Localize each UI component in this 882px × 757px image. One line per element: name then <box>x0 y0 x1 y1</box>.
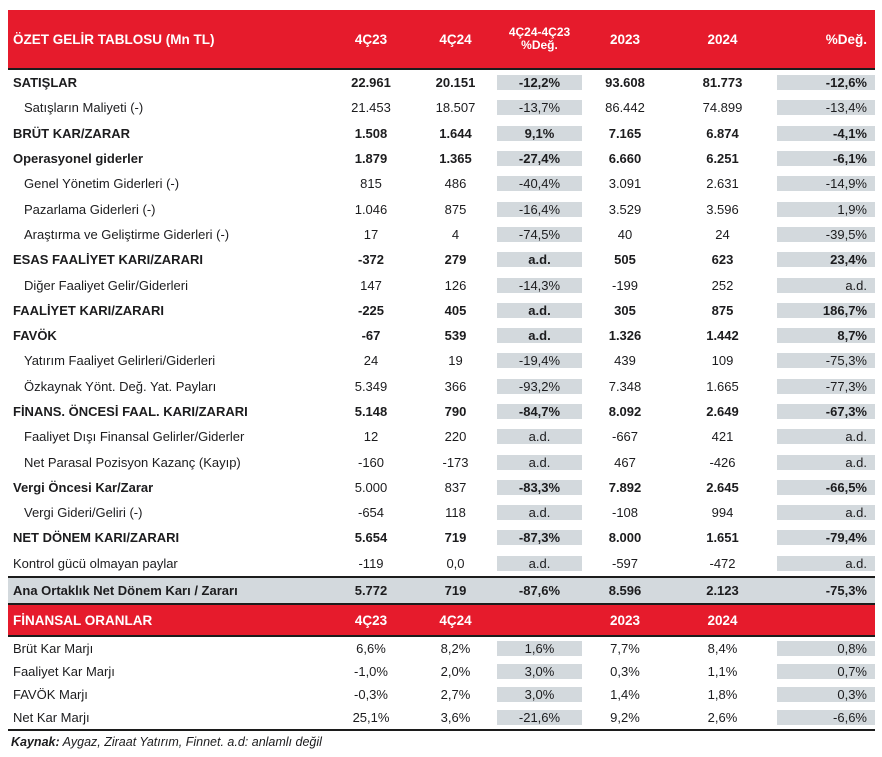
table-row <box>8 683 875 706</box>
row-label: BRÜT KAR/ZARAR <box>13 125 130 141</box>
row-label: Faaliyet Kar Marjı <box>13 664 115 680</box>
cell-value: 467 <box>614 454 636 470</box>
row-label: Özkaynak Yönt. Değ. Yat. Payları <box>24 378 217 394</box>
cell-value: 93.608 <box>605 75 645 91</box>
table-row <box>8 323 875 348</box>
row-label: Operasyonel giderler <box>13 151 144 167</box>
ratios-column-header-2023: 2023 <box>609 612 641 628</box>
cell-value: -27,4% <box>497 151 582 166</box>
table-row <box>8 374 875 399</box>
cell-value: -77,3% <box>777 379 875 394</box>
cell-value: 8,7% <box>777 328 875 343</box>
cell-value: 24 <box>715 226 730 242</box>
source-note <box>8 735 875 749</box>
cell-value: 1,9% <box>777 202 875 217</box>
cell-value: 2,7% <box>440 687 471 703</box>
cell-value: 6.660 <box>608 151 642 167</box>
cell-value: -4,1% <box>777 126 875 141</box>
ratios-table-header <box>8 603 875 637</box>
cell-value: 2.649 <box>706 404 739 419</box>
cell-value: a.d. <box>497 455 582 470</box>
cell-value: 539 <box>444 328 467 344</box>
cell-value: 1.046 <box>354 201 388 217</box>
cell-value: -472 <box>709 555 736 571</box>
table-row <box>8 637 875 660</box>
cell-value: a.d. <box>777 455 875 470</box>
cell-value: -173 <box>442 454 469 470</box>
cell-value: 19 <box>448 353 463 369</box>
row-label: FİNANS. ÖNCESİ FAAL. KARI/ZARARI <box>13 404 248 419</box>
cell-value: 405 <box>444 302 467 318</box>
table-row <box>8 525 875 550</box>
cell-value: 147 <box>360 277 382 293</box>
cell-value: 2,6% <box>707 710 738 726</box>
cell-value: 8,4% <box>707 641 738 657</box>
cell-value: -40,4% <box>497 176 582 191</box>
table-row <box>8 424 875 449</box>
cell-value: -21,6% <box>497 710 582 725</box>
table-row <box>8 247 875 272</box>
cell-value: -67,3% <box>777 404 875 419</box>
ratios-title: FİNANSAL ORANLAR <box>13 612 153 628</box>
cell-value: 8.000 <box>608 530 642 546</box>
cell-value: 1.508 <box>354 125 388 141</box>
cell-value: -87,3% <box>497 530 582 545</box>
cell-value: -199 <box>611 277 639 293</box>
cell-value: 126 <box>444 277 467 293</box>
row-label: Genel Yönetim Giderleri (-) <box>24 176 180 192</box>
row-label: Vergi Öncesi Kar/Zarar <box>13 479 154 495</box>
cell-value: 18.507 <box>435 100 476 116</box>
cell-value: 994 <box>711 505 734 521</box>
cell-value: 1.665 <box>706 378 739 394</box>
row-label: Net Kar Marjı <box>13 710 90 726</box>
table-row <box>8 146 875 171</box>
cell-value: 6,6% <box>356 641 386 657</box>
cell-value: 5.148 <box>354 404 388 419</box>
cell-value: 12 <box>363 429 379 445</box>
cell-value: 40 <box>617 226 633 242</box>
cell-value: 74.899 <box>702 100 743 116</box>
cell-value: 86.442 <box>605 100 645 116</box>
income-table-header <box>8 10 875 70</box>
cell-value: -1,0% <box>354 664 388 680</box>
row-label: ESAS FAALİYET KARI/ZARARI <box>13 252 203 268</box>
cell-value: -426 <box>709 454 736 470</box>
cell-value: -66,5% <box>777 480 875 495</box>
cell-value: 1.879 <box>354 151 388 167</box>
cell-value: 21.453 <box>351 100 391 116</box>
cell-value: 5.000 <box>354 479 388 495</box>
row-label: Satışların Maliyeti (-) <box>24 100 144 116</box>
column-header-year-change: %Değ. <box>825 31 867 47</box>
source-label: Kaynak: <box>11 735 60 750</box>
cell-value: 3,6% <box>440 710 471 726</box>
cell-value: 1.365 <box>439 151 472 167</box>
cell-value: 815 <box>360 176 382 192</box>
cell-value: 2.123 <box>706 583 739 599</box>
row-label: Ana Ortaklık Net Dönem Karı / Zararı <box>13 583 238 599</box>
ratio-rows-section <box>8 637 875 729</box>
cell-value: 1,4% <box>610 687 640 703</box>
cell-value: 1,6% <box>497 641 582 656</box>
cell-value: -83,3% <box>497 480 582 495</box>
ratios-column-header-4c23: 4Ç23 <box>354 612 388 628</box>
row-label: Faaliyet Dışı Finansal Gelirler/Giderler <box>24 429 245 445</box>
table-row <box>8 196 875 221</box>
cell-value: 3.091 <box>608 176 642 192</box>
table-row <box>8 475 875 500</box>
cell-value: 3.529 <box>608 201 642 217</box>
row-label: Araştırma ve Geliştirme Giderleri (-) <box>24 226 230 242</box>
cell-value: a.d. <box>497 252 582 267</box>
cell-value: 279 <box>444 252 467 268</box>
cell-value: -6,6% <box>777 710 875 725</box>
cell-value: 486 <box>444 176 467 192</box>
cell-value: a.d. <box>497 505 582 520</box>
cell-value: -6,1% <box>777 151 875 166</box>
cell-value: 25,1% <box>352 710 390 726</box>
table-row <box>8 272 875 297</box>
table-row <box>8 70 875 95</box>
cell-value: 5.772 <box>354 583 388 599</box>
row-label: Kontrol gücü olmayan paylar <box>13 555 178 571</box>
cell-value: -13,7% <box>497 100 582 115</box>
cell-value: 1,1% <box>707 664 738 680</box>
cell-value: 305 <box>614 302 636 318</box>
cell-value: 2.631 <box>706 176 739 192</box>
cell-value: -160 <box>357 454 385 470</box>
cell-value: -14,3% <box>497 278 582 293</box>
cell-value: 7.348 <box>608 378 642 394</box>
cell-value: a.d. <box>497 303 582 318</box>
cell-value: 8,2% <box>440 641 471 657</box>
table-row <box>8 348 875 373</box>
cell-value: 0,8% <box>777 641 875 656</box>
row-label: SATIŞLAR <box>13 75 78 91</box>
cell-value: -667 <box>611 429 639 445</box>
cell-value: 252 <box>711 277 734 293</box>
cell-value: 1.442 <box>706 328 739 344</box>
cell-value: 2.645 <box>706 479 739 495</box>
income-statement-table <box>8 10 875 749</box>
cell-value: -67 <box>361 328 381 344</box>
cell-value: -19,4% <box>497 353 582 368</box>
cell-value: 6.874 <box>706 125 739 141</box>
cell-value: -12,6% <box>777 75 875 90</box>
cell-value: 7.165 <box>608 125 642 141</box>
cell-value: -14,9% <box>777 176 875 191</box>
cell-value: 5.654 <box>354 530 388 546</box>
quarter-change-line1: 4Ç24-4Ç23 <box>508 26 571 39</box>
cell-value: 3,0% <box>497 687 582 702</box>
cell-value: 623 <box>711 252 734 268</box>
cell-value: 3.596 <box>706 201 739 217</box>
source-text: Aygaz, Ziraat Yatırım, Finnet. a.d: anlamlı değil <box>59 735 322 750</box>
cell-value: 790 <box>444 404 467 419</box>
row-label: Brüt Kar Marjı <box>13 641 94 657</box>
ratios-column-header-2024: 2024 <box>707 612 738 628</box>
row-label: FAALİYET KARI/ZARARI <box>13 302 164 318</box>
table-row <box>8 298 875 323</box>
cell-value: 118 <box>445 505 466 521</box>
column-header-4c23: 4Ç23 <box>354 31 388 47</box>
table-row <box>8 222 875 247</box>
table-row <box>8 95 875 120</box>
cell-value: 81.773 <box>702 75 743 91</box>
cell-value: 7,7% <box>610 641 640 657</box>
row-label: FAVÖK Marjı <box>13 687 88 703</box>
cell-value: 9,1% <box>497 126 582 141</box>
highlight-total-row <box>8 576 875 603</box>
cell-value: 17 <box>363 226 379 242</box>
income-rows-section <box>8 70 875 603</box>
cell-value: 421 <box>711 429 734 445</box>
cell-value: 0,3% <box>610 664 640 680</box>
cell-value: 20.151 <box>435 75 476 91</box>
ratios-column-header-4c24: 4Ç24 <box>439 612 472 628</box>
cell-value: -225 <box>357 302 385 318</box>
column-header-2023: 2023 <box>609 31 641 47</box>
table-row <box>8 660 875 683</box>
cell-value: 1,8% <box>707 687 738 703</box>
table-row <box>8 500 875 525</box>
cell-value: 1.651 <box>706 530 739 546</box>
cell-value: 1.644 <box>439 125 472 141</box>
cell-value: 24 <box>363 353 379 369</box>
cell-value: -16,4% <box>497 202 582 217</box>
cell-value: -0,3% <box>354 687 388 703</box>
cell-value: -84,7% <box>497 404 582 419</box>
row-label: FAVÖK <box>13 328 57 344</box>
cell-value: 8.092 <box>608 404 642 419</box>
cell-value: a.d. <box>497 556 582 571</box>
table-row <box>8 706 875 729</box>
cell-value: 366 <box>444 378 467 394</box>
cell-value: a.d. <box>777 505 875 520</box>
row-label: NET DÖNEM KARI/ZARARI <box>13 530 180 546</box>
cell-value: 875 <box>711 302 734 318</box>
cell-value: 719 <box>444 583 467 599</box>
cell-value: 23,4% <box>777 252 875 267</box>
cell-value: a.d. <box>497 429 582 444</box>
cell-value: -39,5% <box>777 227 875 242</box>
row-label: Pazarlama Giderleri (-) <box>24 201 156 217</box>
cell-value: 186,7% <box>777 303 875 318</box>
cell-value: 3,0% <box>497 664 582 679</box>
cell-value: 439 <box>614 353 636 369</box>
column-header-2024: 2024 <box>707 31 738 47</box>
cell-value: 7.892 <box>608 479 642 495</box>
table-row <box>8 171 875 196</box>
cell-value: -119 <box>358 555 384 571</box>
cell-value: -75,3% <box>777 353 875 368</box>
cell-value: a.d. <box>777 429 875 444</box>
quarter-change-line2: %Değ. <box>521 38 558 52</box>
cell-value: 220 <box>444 429 467 445</box>
cell-value: -108 <box>611 505 639 521</box>
cell-value: -654 <box>357 505 385 521</box>
cell-value: a.d. <box>777 556 875 571</box>
cell-value: -87,6% <box>497 583 582 598</box>
cell-value: 4 <box>451 226 460 242</box>
cell-value: 719 <box>444 530 467 546</box>
cell-value: -79,4% <box>777 530 875 545</box>
table-row <box>8 121 875 146</box>
cell-value: -74,5% <box>497 227 582 242</box>
cell-value: a.d. <box>777 278 875 293</box>
cell-value: 0,3% <box>777 687 875 702</box>
cell-value: -13,4% <box>777 100 875 115</box>
cell-value: -597 <box>611 555 639 571</box>
cell-value: -12,2% <box>497 75 582 90</box>
cell-value: 109 <box>711 353 734 369</box>
table-row <box>8 399 875 424</box>
cell-value: -75,3% <box>777 583 875 598</box>
cell-value: 5.349 <box>354 378 388 394</box>
cell-value: 6.251 <box>706 151 739 167</box>
column-header-quarter-change <box>497 26 582 52</box>
cell-value: -372 <box>357 252 385 268</box>
cell-value: 837 <box>444 479 467 495</box>
cell-value: 2,0% <box>440 664 471 680</box>
table-row <box>8 551 875 576</box>
column-header-4c24: 4Ç24 <box>439 31 472 47</box>
row-label: Vergi Gideri/Geliri (-) <box>24 505 143 521</box>
cell-value: -93,2% <box>497 379 582 394</box>
cell-value: 9,2% <box>610 710 640 726</box>
row-label: Net Parasal Pozisyon Kazanç (Kayıp) <box>24 454 241 470</box>
row-label: Diğer Faaliyet Gelir/Giderleri <box>24 277 188 293</box>
table-title: ÖZET GELİR TABLOSU (Mn TL) <box>13 31 215 47</box>
cell-value: 0,0 <box>446 555 465 571</box>
cell-value: 8.596 <box>608 583 642 599</box>
table-bottom-rule <box>8 729 875 731</box>
cell-value: 1.326 <box>608 328 642 344</box>
cell-value: 0,7% <box>777 664 875 679</box>
cell-value: 22.961 <box>351 75 391 91</box>
cell-value: a.d. <box>497 328 582 343</box>
cell-value: 505 <box>614 252 636 268</box>
row-label: Yatırım Faaliyet Gelirleri/Giderleri <box>24 353 216 369</box>
table-row <box>8 449 875 474</box>
cell-value: 875 <box>444 201 467 217</box>
